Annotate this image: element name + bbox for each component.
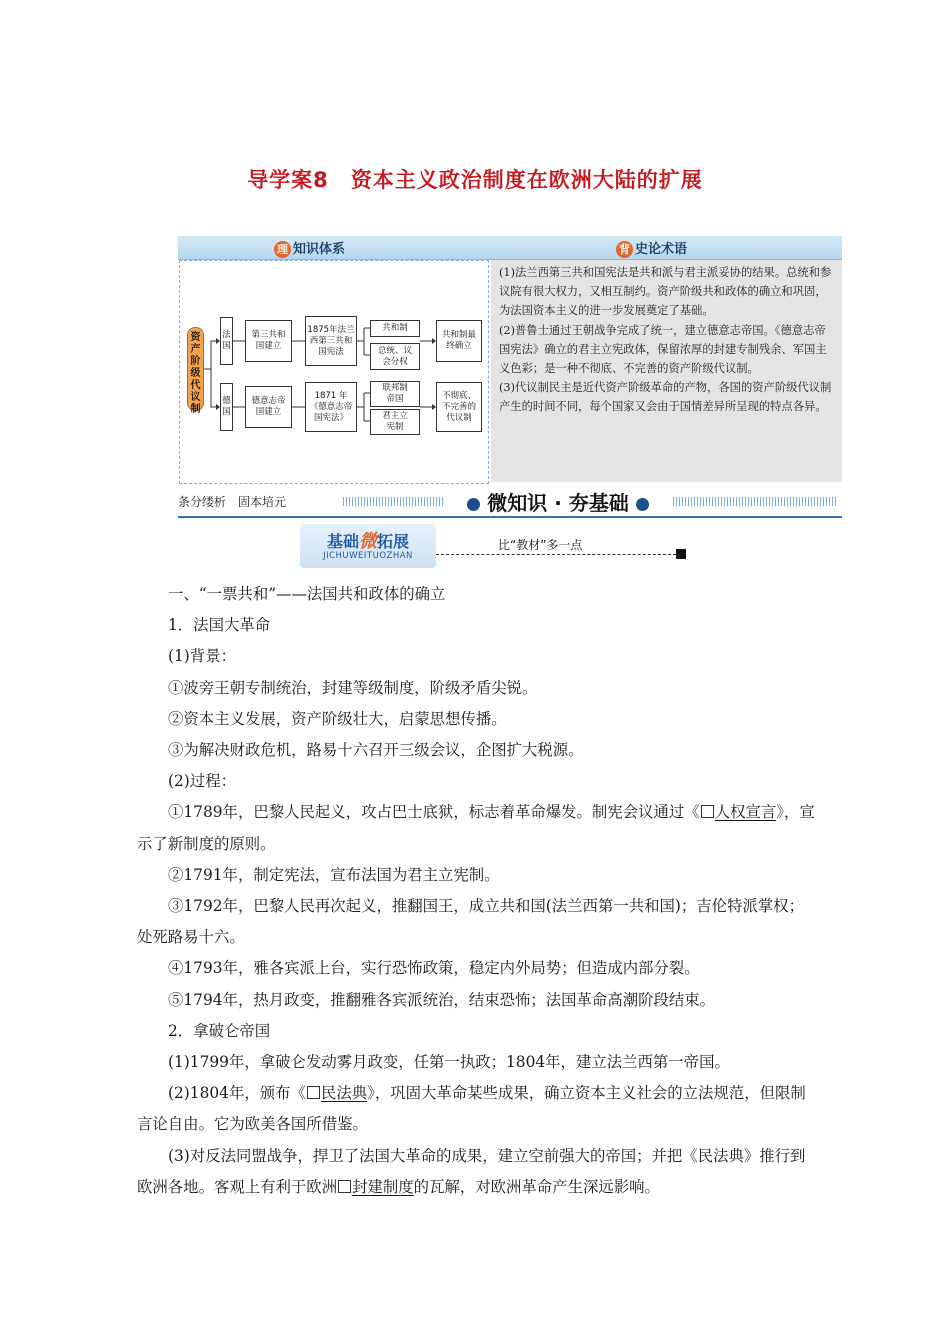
node-germany: 德 国: [220, 383, 233, 431]
diagram-connectors: [180, 261, 488, 483]
sub-banner-line: [436, 554, 676, 555]
item-label: (2)过程：: [168, 772, 236, 791]
node-republic-established: 共和制最 终确立: [436, 320, 482, 362]
node-republic: 共和制: [370, 320, 420, 337]
paragraph: ③1792年，巴黎人民再次起义，推翻国王，成立共和国(法兰西第一共和国)；吉伦特派掌权；处死路易十六。: [137, 897, 805, 947]
knowledge-diagram: [179, 260, 489, 484]
node-separation-of-powers: 总统、议 会分权: [370, 343, 420, 370]
filled-blank: 封建制度: [352, 1177, 414, 1196]
paragraph: ①1789年，巴黎人民起义，攻占巴士底狱，标志着革命爆发。制宪会议通过《 人权宣言》，宣示了新制度的原则。: [137, 803, 815, 853]
paragraph: ③为解决财政危机，路易十六召开三级会议，企图扩大税源。: [168, 741, 584, 760]
paragraph: ④1793年，雅各宾派上台，实行恐怖政策，稳定内外局势；但造成内部分裂。: [168, 959, 700, 978]
node-german-empire: 德意志帝 国建立: [245, 386, 292, 428]
page-title: [0, 164, 950, 194]
node-france: 法 国: [220, 317, 233, 365]
bei-badge-icon: 背: [616, 241, 633, 258]
banner-underline: [178, 516, 842, 518]
sub-banner-title: 基础微拓展: [326, 531, 410, 552]
node-constitutional-monarchy: 君主立 宪制: [370, 409, 420, 435]
banner-stripe-left: [343, 497, 443, 506]
node-federal-empire: 联邦制 帝国: [370, 381, 420, 407]
section-banner: [178, 488, 842, 518]
knowledge-system-heading: 理 知识体系: [274, 238, 345, 258]
paragraph: ②1791年，制定宪法，宣布法国为君主立宪制。: [168, 865, 500, 884]
paragraph: ②资本主义发展，资产阶级壮大，启蒙思想传播。: [168, 709, 507, 728]
dot-icon: [636, 498, 649, 511]
lesson-number: 导学案8: [247, 168, 329, 192]
filled-blank: 人权宣言: [714, 803, 777, 822]
subsection-heading: 1．法国大革命: [168, 616, 271, 635]
item-label: (1)背景：: [168, 647, 236, 666]
node-1875-constitution: 1875年法兰 西第三共和 国宪法: [305, 316, 357, 366]
banner-title: 微知识 · 夯基础: [450, 487, 666, 519]
node-1871-constitution: 1871 年 《德意志帝 国宪法》: [305, 382, 357, 432]
term-paragraph: (2)普鲁士通过王朝战争完成了统一，建立德意志帝国。《德意志帝国宪法》确立的君主立宪政体，保留浓厚的封建专制残余、军国主义色彩；是一种不彻底、不完善的资产阶级代议制。: [499, 323, 827, 376]
knowledge-panel: [178, 236, 842, 484]
filled-blank: 民法典: [320, 1084, 368, 1103]
paragraph: (1)1799年，拿破仑发动雾月政变，任第一执政；1804年，建立法兰西第一帝国。: [168, 1053, 730, 1072]
history-terms-heading: 背 史论术语: [616, 238, 687, 258]
history-terms-text: [491, 260, 842, 482]
paragraph: (3)对反法同盟战争，捍卫了法国大革命的成果，建立空前强大的帝国；并把《民法典》推行到欧洲各地。客观上有利于欧洲 封建制度的瓦解，对欧洲革命产生深远影响。: [137, 1146, 806, 1196]
term-paragraph: (1)法兰西第三共和国宪法是共和派与君主派妥协的结果。总统和参议院有很大权力，又相互制约。资产阶级共和政体的确立和巩固，为法国资本主义的进一步发展奠定了基础。: [499, 266, 832, 318]
blank-box-icon: [307, 1086, 320, 1099]
square-end-icon: [676, 549, 686, 559]
dot-icon: [467, 498, 480, 511]
blank-box-icon: [338, 1180, 351, 1193]
sub-banner: [300, 524, 690, 572]
paragraph: ⑤1794年，热月政变，推翻雅各宾派统治，结束恐怖；法国革命高潮阶段结束。: [168, 990, 716, 1009]
node-third-republic: 第三共和 国建立: [245, 320, 292, 362]
panel-header: [178, 236, 842, 260]
node-incomplete-representation: 不彻底、 不完善的 代议制: [436, 382, 482, 432]
term-paragraph: (3)代议制民主是近代资产阶级革命的产物，各国的资产阶级代议制产生的时间不同，每个国家又会由于国情差异所呈现的特点各异。: [499, 381, 832, 414]
paragraph: (2)1804年，颁布《 民法典》，巩固大革命某些成果，确立资本主义社会的立法规范，但限制言论自由。它为欧美各国所借鉴。: [137, 1084, 806, 1134]
main-text: [137, 579, 817, 1203]
banner-stripe-right: [673, 497, 838, 506]
diagram-root-node: 资产阶级代议制: [187, 327, 204, 411]
paragraph: ①波旁王朝专制统治，封建等级制度，阶级矛盾尖锐。: [168, 678, 538, 697]
sub-banner-pinyin: JICHUWEITUOZHAN: [323, 551, 413, 561]
section-heading: 一、“一票共和”——法国共和政体的确立: [168, 585, 446, 603]
lesson-title: 资本主义政治制度在欧洲大陆的扩展: [350, 168, 703, 192]
sub-banner-note: 比“教材”多一点: [498, 538, 583, 552]
subsection-heading: 2．拿破仑帝国: [168, 1021, 271, 1040]
li-badge-icon: 理: [274, 241, 291, 258]
blank-box-icon: [701, 805, 714, 818]
banner-left-text: 条分缕析 固本培元: [178, 495, 287, 509]
